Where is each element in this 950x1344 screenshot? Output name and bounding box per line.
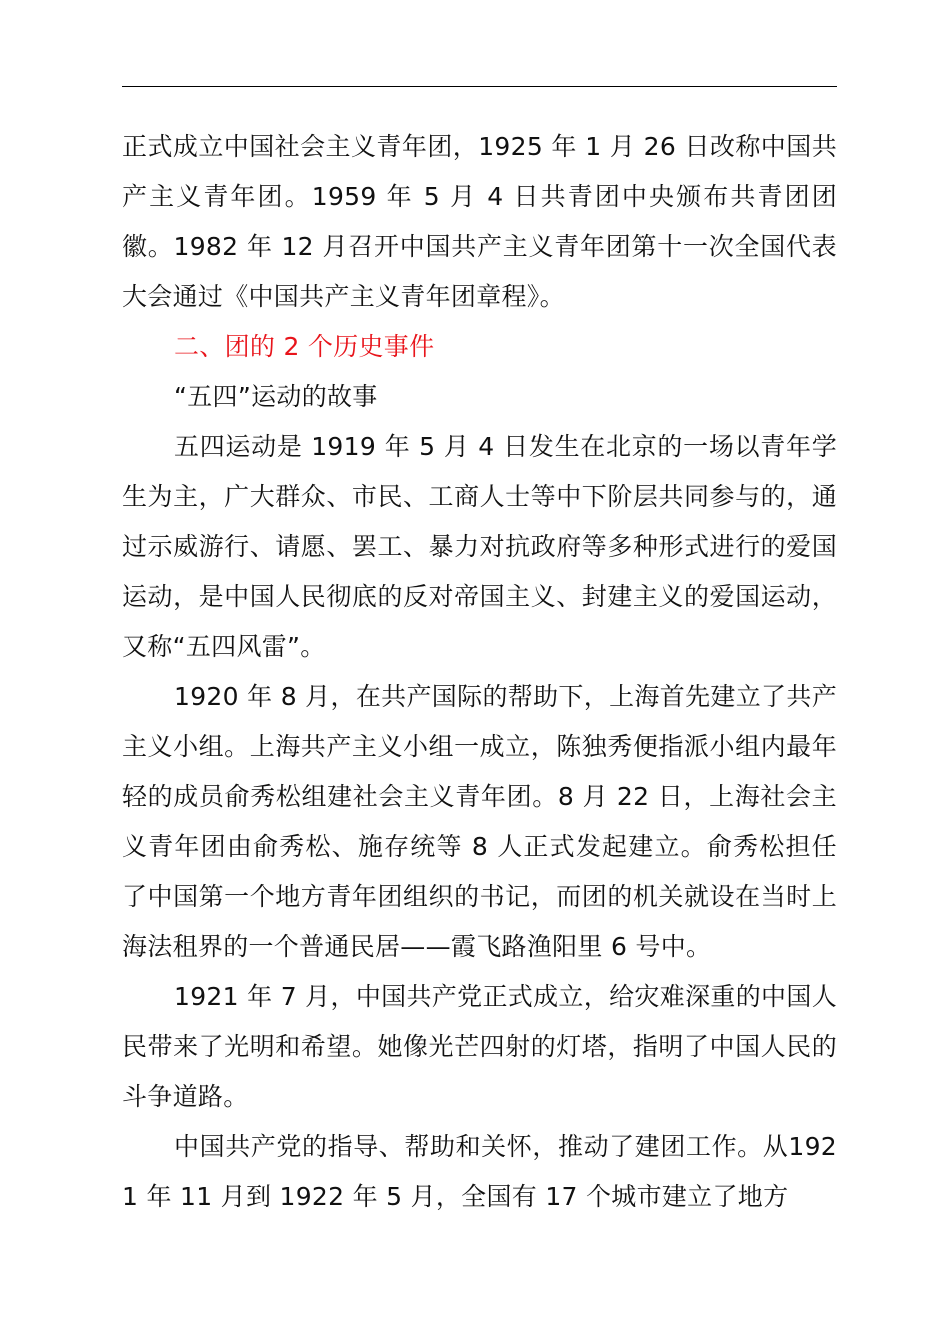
paragraph-shanghai-youth-league-1920: 1920 年 8 月，在共产国际的帮助下，上海首先建立了共产主义小组。上海共产主义小组一成立，陈独秀便指派小组内最年轻的成员俞秀松组建社会主义青年团。8 月 22 日，上海社会主义青年团由俞秀松、施存统等 8 人正式发起建立。俞秀松担任了中国第一个地方青年团组织的书记，而团的机关就设在当时上海法租界的一个普通民居——霞飞路渔阳里 6 号中。 — [122, 682, 837, 961]
paragraph-league-founding-continued: 正式成立中国社会主义青年团，1925 年 1 月 26 日改称中国共产主义青年团。1959 年 5 月 4 日共青团中央颁布共青团团徽。1982 年 12 月召开中国共产主义青年团第十一次全国代表大会通过《中国共产主义青年团章程》。 — [122, 132, 837, 311]
section-heading-historical-events: 二、团的 2 个历史事件 — [174, 332, 435, 361]
paragraph-ccp-founding-1921: 1921 年 7 月，中国共产党正式成立，给灾难深重的中国人民带来了光明和希望。她像光芒四射的灯塔，指明了中国人民的斗争道路。 — [122, 982, 837, 1111]
paragraph-league-building-work: 中国共产党的指导、帮助和关怀，推动了建团工作。从1921 年 11 月到 1922 年 5 月，全国有 17 个城市建立了地方 — [122, 1132, 837, 1211]
paragraph-may-fourth-movement: 五四运动是 1919 年 5 月 4 日发生在北京的一场以青年学生为主，广大群众、市民、工商人士等中下阶层共同参与的，通过示威游行、请愿、罢工、暴力对抗政府等多种形式进行的爱国运动，是中国人民彻底的反对帝国主义、封建主义的爱国运动，又称“五四风雷”。 — [122, 432, 837, 661]
document-body — [122, 122, 837, 1222]
header-rule — [122, 86, 837, 87]
subheading-may-fourth-story: “五四”运动的故事 — [174, 382, 378, 411]
